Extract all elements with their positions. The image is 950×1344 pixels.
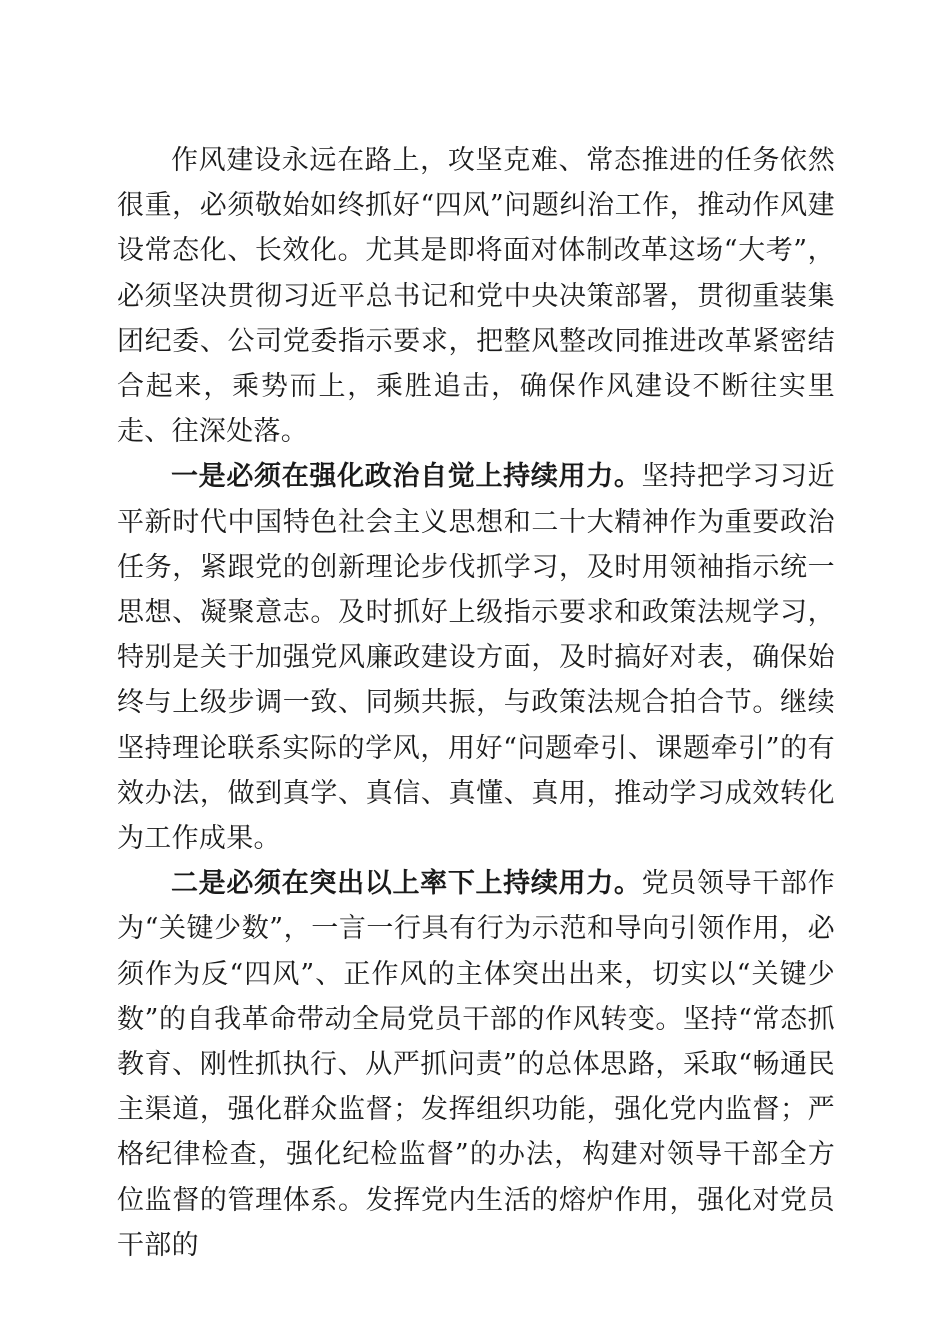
paragraph-lead: 一是必须在强化政治自觉上持续用力。: [171, 461, 642, 493]
paragraph-text: 作风建设永远在路上，攻坚克难、常态推进的任务依然很重，必须敬始如终抓好“四风”问题纠治工作，推动作风建设常态化、长效化。尤其是即将面对体制改革这场“大考”，必须坚决贯彻习近平总书记和党中央决策部署，贯彻重装集团纪委、公司党委指示要求，把整风整改同推进改革紧密结合起来，乘势而上，乘胜追击，确保作风建设不断往实里走、往深处落。: [117, 145, 835, 448]
paragraph-lead: 二是必须在突出以上率下上持续用力。: [171, 868, 642, 900]
paragraph-text: 党员领导干部作为“关键少数”，一言一行具有行为示范和导向引领作用，必须作为反“四风”、正作风的主体突出出来，切实以“关键少数”的自我革命带动全局党员干部的作风转变。坚持“常态抓教育、刚性抓执行、从严抓问责”的总体思路，采取“畅通民主渠道，强化群众监督；发挥组织功能，强化党内监督；严格纪律检查，强化纪检监督”的办法，构建对领导干部全方位监督的管理体系。发挥党内生活的熔炉作用，强化对党员干部的: [117, 868, 835, 1261]
paragraph-intro: [117, 138, 835, 454]
paragraph-point-one: [117, 454, 835, 861]
document-body: [117, 138, 835, 1268]
paragraph-text: 坚持把学习习近平新时代中国特色社会主义思想和二十大精神作为重要政治任务，紧跟党的创新理论步伐抓学习，及时用领袖指示统一思想、凝聚意志。及时抓好上级指示要求和政策法规学习，特别是关于加强党风廉政建设方面，及时搞好对表，确保始终与上级步调一致、同频共振，与政策法规合拍合节。继续坚持理论联系实际的学风，用好“问题牵引、课题牵引”的有效办法，做到真学、真信、真懂、真用，推动学习成效转化为工作成果。: [117, 461, 835, 855]
paragraph-point-two: [117, 861, 835, 1268]
